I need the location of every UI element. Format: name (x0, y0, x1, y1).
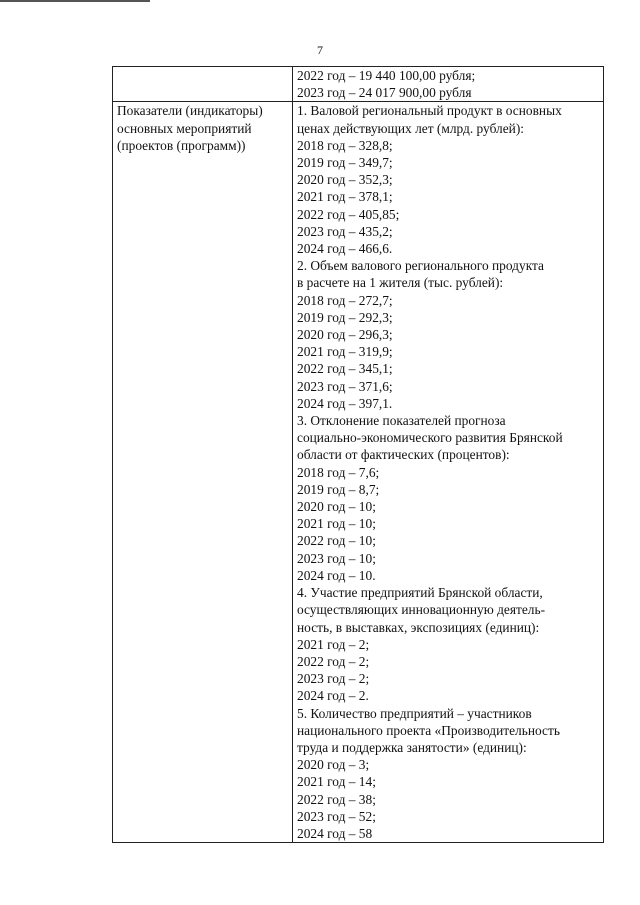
indicator-line: области от фактических (процентов): (297, 447, 510, 463)
indicator-line: 2021 год – 378,1; (297, 189, 393, 205)
header-rule (0, 0, 150, 2)
indicator-line: 2023 год – 435,2; (297, 223, 393, 239)
row2-right-cell (293, 102, 604, 843)
text-line: 2023 год – 24 017 900,00 рубля (297, 85, 472, 101)
row1-right-cell (293, 67, 604, 102)
indicator-line: 2020 год – 10; (297, 499, 376, 515)
indicator-line: 4. Участие предприятий Брянской области, (297, 585, 543, 601)
indicator-line: 1. Валовой региональный продукт в основных (297, 103, 562, 119)
indicator-line: 2024 год – 58 (297, 825, 373, 841)
table-row (113, 102, 604, 843)
row2-left-cell (113, 102, 293, 843)
indicator-line: 2023 год – 371,6; (297, 378, 393, 394)
indicator-line: 2022 год – 345,1; (297, 361, 393, 377)
indicator-line: 2023 год – 2; (297, 671, 370, 687)
indicator-line: 2019 год – 8,7; (297, 481, 380, 497)
row-heading-line: основных мероприятий (117, 120, 252, 136)
indicator-line: социально-экономического развития Брянской (297, 430, 563, 446)
indicator-line: 2024 год – 397,1. (297, 395, 393, 411)
text-line: 2022 год – 19 440 100,00 рубля; (297, 68, 476, 83)
indicator-line: 2020 год – 296,3; (297, 327, 393, 343)
indicator-line: 3. Отклонение показателей прогноза (297, 413, 506, 429)
row-heading-line: (проектов (программ)) (117, 137, 246, 153)
indicator-line: 2. Объем валового регионального продукта (297, 258, 544, 274)
indicator-line: 2018 год – 7,6; (297, 464, 380, 480)
indicator-line: в расчете на 1 жителя (тыс. рублей): (297, 275, 504, 291)
indicator-line: 2021 год – 14; (297, 774, 376, 790)
indicator-line: 2020 год – 3; (297, 757, 370, 773)
indicator-line: ценах действующих лет (млрд. рублей): (297, 120, 525, 136)
indicator-line: 2023 год – 10; (297, 550, 376, 566)
indicator-line: 2020 год – 352,3; (297, 172, 393, 188)
indicator-line: 2021 год – 319,9; (297, 344, 393, 360)
indicator-line: национального проекта «Производительность (297, 722, 560, 738)
document-table (112, 66, 604, 843)
indicator-line: труда и поддержка занятости» (единиц): (297, 739, 527, 755)
indicator-line: 2024 год – 10. (297, 567, 376, 583)
indicator-line: 2024 год – 466,6. (297, 241, 393, 257)
indicator-line: 2022 год – 2; (297, 653, 370, 669)
row1-left-cell (113, 67, 293, 102)
table-row (113, 67, 604, 102)
indicator-line: 2024 год – 2. (297, 688, 369, 704)
indicator-line: 2021 год – 10; (297, 516, 376, 532)
indicator-line: 2019 год – 349,7; (297, 155, 393, 171)
row-heading-line: Показатели (индикаторы) (117, 103, 263, 119)
indicator-line: 5. Количество предприятий – участников (297, 705, 532, 721)
indicator-line: 2021 год – 2; (297, 636, 370, 652)
indicator-line: ность, в выставках, экспозициях (единиц): (297, 619, 540, 635)
indicator-line: 2022 год – 38; (297, 791, 376, 807)
indicator-line: 2018 год – 328,8; (297, 137, 393, 153)
indicator-line: осуществляющих инновационную деятель- (297, 602, 546, 618)
indicator-line: 2023 год – 52; (297, 808, 376, 824)
indicator-line: 2022 год – 10; (297, 533, 376, 549)
indicator-line: 2019 год – 292,3; (297, 309, 393, 325)
indicator-line: 2022 год – 405,85; (297, 206, 400, 222)
indicator-line: 2018 год – 272,7; (297, 292, 393, 308)
page-number: 7 (317, 43, 323, 57)
